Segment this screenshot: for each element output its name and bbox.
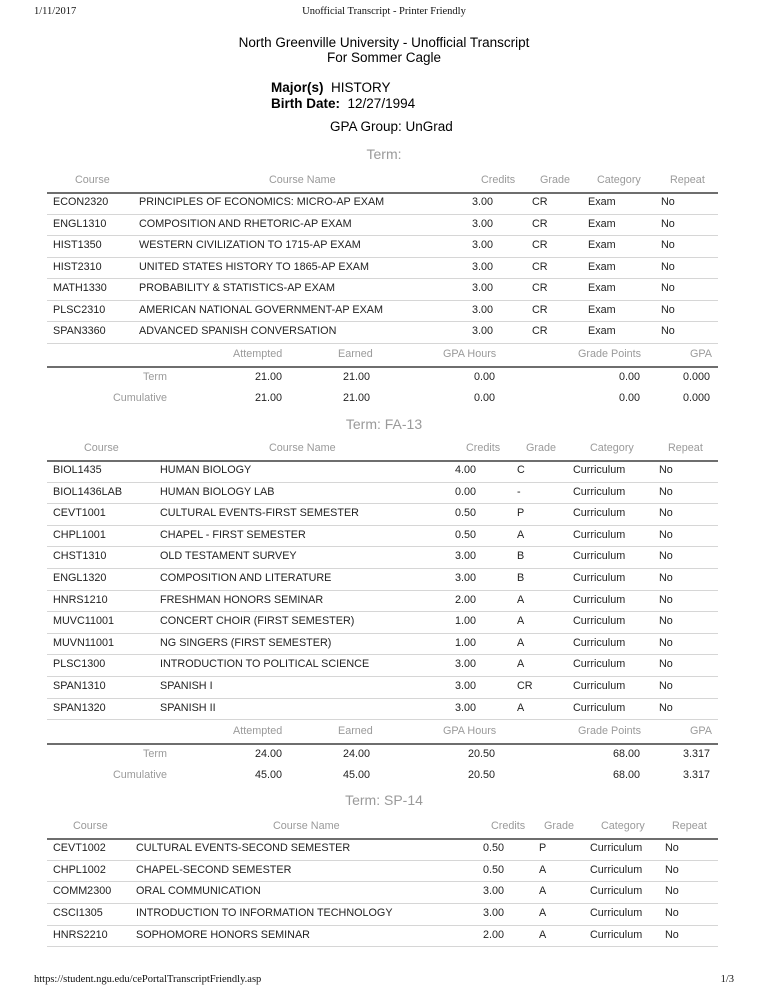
birth-date-label: Birth Date:: [271, 96, 341, 111]
table-row: HIST1350 WESTERN CIVILIZATION TO 1715-AP EXAM 3.00 CR Exam No: [47, 235, 718, 258]
summary-header-row: Attempted Earned GPA Hours Grade Points GPA: [47, 721, 718, 745]
table-row: BIOL1435 HUMAN BIOLOGY 4.00 C Curriculum No: [47, 460, 718, 483]
table-row: MATH1330 PROBABILITY & STATISTICS-AP EXAM 3.00 CR Exam No: [47, 278, 718, 301]
table-row: CEVT1001 CULTURAL EVENTS-FIRST SEMESTER 0.50 P Curriculum No: [47, 503, 718, 526]
table-row: HNRS2210 SOPHOMORE HONORS SEMINAR 2.00 A Curriculum No: [47, 925, 718, 948]
table-row: CHST1310 OLD TESTAMENT SURVEY 3.00 B Curriculum No: [47, 546, 718, 569]
summary-cumulative-row: Cumulative 21.00 21.00 0.00 0.00 0.000: [113, 392, 711, 404]
page-header: [0, 0, 768, 18]
summary-term-row: Term 21.00 21.00 0.00 0.00 0.000: [143, 371, 711, 383]
print-date: 1/11/2017: [34, 6, 77, 17]
table-row: BIOL1436LAB HUMAN BIOLOGY LAB 0.00 - Curriculum No: [47, 482, 718, 505]
term-title: Term: SP-14: [345, 792, 423, 808]
table-row: ENGL1320 COMPOSITION AND LITERATURE 3.00 B Curriculum No: [47, 568, 718, 591]
table-row: CHPL1001 CHAPEL - FIRST SEMESTER 0.50 A Curriculum No: [47, 525, 718, 548]
col-repeat: Repeat: [670, 174, 705, 186]
transcript-header: [0, 35, 768, 65]
table-row: ENGL1310 COMPOSITION AND RHETORIC-AP EXAM 3.00 CR Exam No: [47, 214, 718, 237]
table-row: SPAN3360 ADVANCED SPANISH CONVERSATION 3.00 CR Exam No: [47, 321, 718, 344]
table-row: ECON2320 PRINCIPLES OF ECONOMICS: MICRO-AP EXAM 3.00 CR Exam No: [47, 192, 718, 215]
page-number: 1/3: [720, 974, 734, 985]
major-value: HISTORY: [331, 80, 391, 95]
col-credits: Credits: [481, 174, 516, 186]
table-row: MUVN11001 NG SINGERS (FIRST SEMESTER) 1.00 A Curriculum No: [47, 633, 718, 656]
table-row: PLSC2310 AMERICAN NATIONAL GOVERNMENT-AP EXAM 3.00 CR Exam No: [47, 300, 718, 323]
table-row: SPAN1310 SPANISH I 3.00 CR Curriculum No: [47, 676, 718, 699]
table-header-row: Course Course Name Credits Grade Category Repeat: [47, 816, 718, 840]
birth-date-line: [271, 96, 415, 111]
term-title: Term:: [366, 146, 402, 162]
major-line: [271, 80, 391, 95]
table-row: PLSC1300 INTRODUCTION TO POLITICAL SCIENCE 3.00 A Curriculum No: [47, 654, 718, 677]
transcript-student: For Sommer Cagle: [326, 50, 442, 65]
col-category: Category: [597, 174, 641, 186]
birth-date-value: 12/27/1994: [347, 96, 416, 111]
col-grade: Grade: [540, 174, 571, 186]
term-title: Term: FA-13: [345, 416, 423, 432]
summary-header-row: Attempted Earned GPA Hours Grade Points GPA: [47, 344, 718, 368]
gpa-group: GPA Group: UnGrad: [330, 119, 453, 134]
table-header-row: [47, 170, 718, 194]
table-row: SPAN1320 SPANISH II 3.00 A Curriculum No: [47, 698, 718, 721]
table-row: CEVT1002 CULTURAL EVENTS-SECOND SEMESTER 0.50 P Curriculum No: [47, 838, 718, 861]
table-header-row: Course Course Name Credits Grade Category Repeat: [47, 438, 718, 462]
table-row: HNRS1210 FRESHMAN HONORS SEMINAR 2.00 A Curriculum No: [47, 590, 718, 613]
table-row: CHPL1002 CHAPEL-SECOND SEMESTER 0.50 A Curriculum No: [47, 860, 718, 883]
table-row: MUVC11001 CONCERT CHOIR (FIRST SEMESTER) 1.00 A Curriculum No: [47, 611, 718, 634]
col-course: Course: [75, 174, 110, 186]
print-title: Unofficial Transcript - Printer Friendly: [302, 6, 466, 17]
page-url: https://student.ngu.edu/cePortalTranscriptFriendly.asp: [34, 974, 262, 985]
transcript-title: North Greenville University - Unofficial Transcript: [238, 35, 530, 50]
table-row: HIST2310 UNITED STATES HISTORY TO 1865-AP EXAM 3.00 CR Exam No: [47, 257, 718, 280]
summary-cumulative-row: Cumulative 45.00 45.00 20.50 68.00 3.317: [113, 769, 711, 781]
col-course-name: Course Name: [269, 174, 336, 186]
table-row: CSCI1305 INTRODUCTION TO INFORMATION TECHNOLOGY 3.00 A Curriculum No: [47, 903, 718, 926]
table-row: COMM2300 ORAL COMMUNICATION 3.00 A Curriculum No: [47, 881, 718, 904]
summary-term-row: Term 24.00 24.00 20.50 68.00 3.317: [143, 748, 711, 760]
major-label: Major(s): [271, 80, 324, 95]
